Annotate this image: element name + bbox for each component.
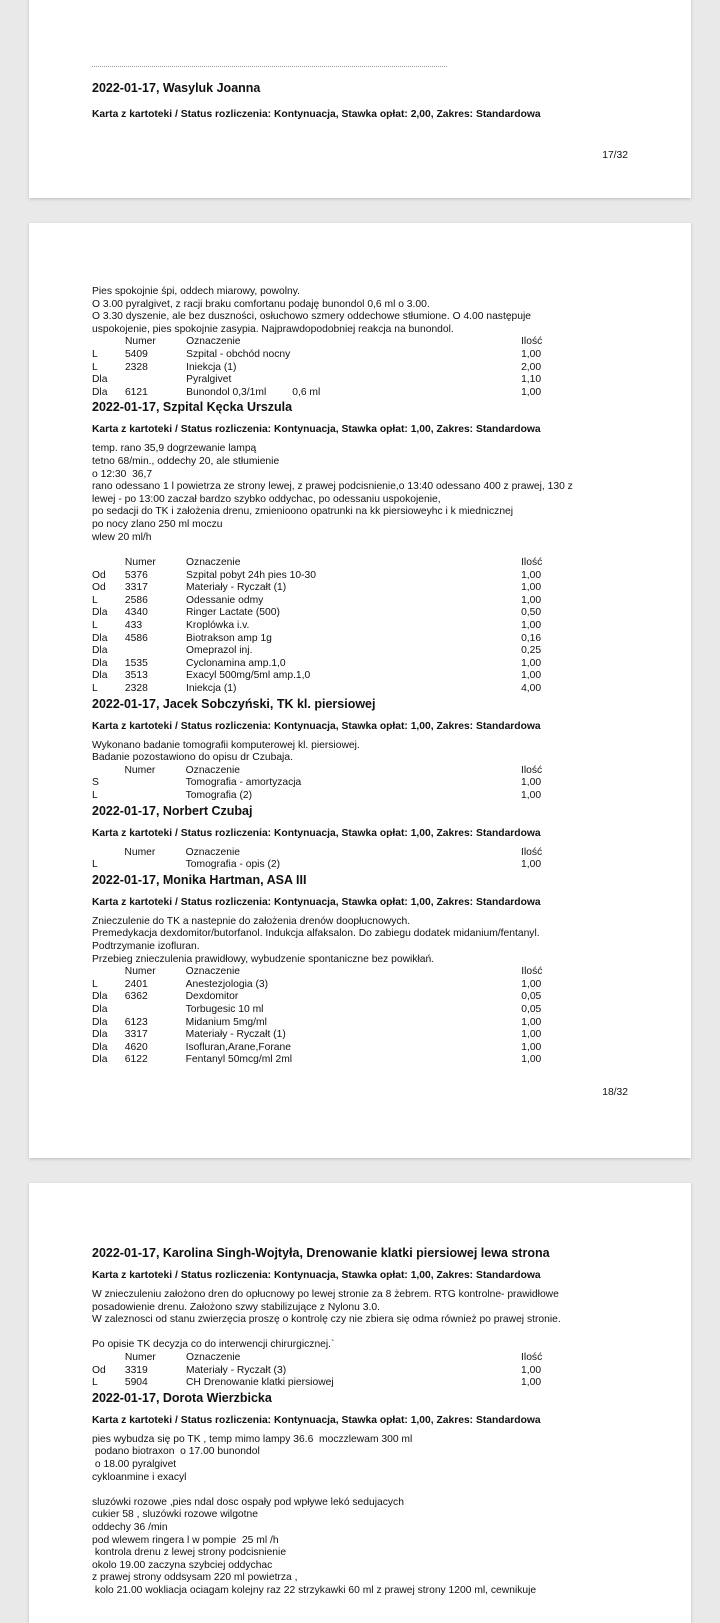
cell-typ: L: [92, 859, 98, 871]
cell-ilosc: 1,00: [521, 859, 542, 871]
header-ilosc: Ilość: [521, 846, 543, 858]
cell-numer: 4340: [124, 607, 148, 619]
table-row: [92, 859, 560, 872]
entry-status: Karta z kartoteki / Status rozliczenia: Kontynuacja, Stawka opłat: 1,00, Zakres: Standardowa: [92, 720, 541, 732]
cell-oznaczenie: Iniekcja (1): [186, 361, 237, 373]
table-row: [92, 991, 560, 1004]
cell-typ: L: [92, 790, 98, 801]
table-header-row: [92, 557, 560, 570]
cell-typ: S: [92, 777, 99, 789]
cell-ilosc: 1,00: [521, 1377, 542, 1389]
cell-numer: 2586: [124, 594, 148, 606]
cell-ilosc: 0,50: [521, 607, 542, 619]
table-header-row: [92, 765, 560, 778]
cell-oznaczenie: Dexdomitor: [185, 991, 239, 1003]
cell-typ: Od: [92, 582, 106, 594]
cell-numer: [125, 1004, 186, 1017]
entry-notes: Wykonano badanie tomografii komputerowej kl. piersiowej. Badanie pozostawiono do opisu dr Czubaja.: [92, 739, 360, 764]
cell-ilosc: 1,10: [521, 374, 542, 386]
cell-numer: 1535: [124, 657, 148, 669]
items-table: [92, 557, 560, 696]
cell-typ: L: [92, 683, 98, 695]
cell-oznaczenie: Iniekcja (1): [186, 683, 237, 695]
entry-status: Karta z kartoteki / Status rozliczenia: Kontynuacja, Stawka opłat: 1,00, Zakres: Standardowa: [92, 827, 541, 839]
page-number: 17/32: [602, 150, 628, 161]
cell-oznaczenie: CH Drenowanie klatki piersiowej: [186, 1377, 334, 1389]
clipped-text-line: [92, 66, 447, 67]
header-numer: Numer: [124, 846, 156, 858]
cell-oznaczenie: Tomografia - amortyzacja: [185, 777, 302, 789]
header-oznaczenie: Oznaczenie: [185, 764, 241, 776]
cell-oznaczenie: Kroplówka i.v.: [186, 620, 250, 632]
table-row: [92, 1017, 560, 1030]
table-row: [92, 582, 560, 595]
header-ilosc: Ilość: [521, 764, 543, 776]
header-oznaczenie: Oznaczenie: [185, 966, 241, 978]
table-row: [92, 620, 560, 633]
cell-numer: 5409: [124, 348, 148, 360]
cell-ilosc: 1,00: [521, 582, 542, 594]
cell-oznaczenie: Pyralgivet: [186, 374, 232, 386]
cell-ilosc: 1,00: [521, 1016, 542, 1028]
entry-notes: W znieczuleniu założono dren do opłucnowy po lewej stronie za 8 żebrem. RTG kontrolne- prawidłowe posadowienie drenu. Założono szwy stabilizujące z Nylonu 3.0. W zaleznosci od stanu zwierzęcia proszę o kontrolę czy nie zbiera się odma również po prawej stronie. Po opisie TK decyzja co do interwencji chirurgicznej.`: [92, 1289, 561, 1351]
cell-typ: Dla: [92, 1041, 108, 1053]
cell-numer: 2328: [124, 683, 148, 695]
cell-ilosc: 0,05: [521, 1003, 542, 1015]
cell-oznaczenie: Fentanyl 50mcg/ml 2ml: [185, 1054, 293, 1066]
table-row: [92, 790, 560, 803]
cell-ilosc: 1,00: [521, 1029, 542, 1041]
table-header-row: [92, 966, 560, 979]
header-numer: Numer: [124, 336, 156, 348]
header-numer: Numer: [124, 764, 156, 776]
cell-numer: [124, 790, 185, 803]
table-row: [92, 1004, 560, 1017]
cell-ilosc: 1,00: [521, 790, 542, 801]
cell-numer: 4620: [124, 1041, 148, 1053]
cell-typ: L: [92, 361, 98, 373]
table-row: [92, 1029, 560, 1042]
items-table: [92, 765, 560, 803]
table-row: [92, 387, 560, 400]
cell-numer: [125, 645, 186, 658]
table-row: [92, 777, 560, 790]
header-oznaczenie: Oznaczenie: [185, 846, 241, 858]
table-row: [92, 658, 560, 671]
table-row: [92, 1042, 560, 1055]
entry-status: Karta z kartoteki / Status rozliczenia: Kontynuacja, Stawka opłat: 2,00, Zakres: Standardowa: [92, 109, 541, 120]
cell-typ: Dla: [92, 1029, 108, 1041]
cell-ilosc: 1,00: [521, 1041, 542, 1053]
table-row: [92, 607, 560, 620]
items-table: [92, 966, 560, 1067]
cell-oznaczenie: Cyclonamina amp.1,0: [186, 657, 286, 669]
table-row: [92, 670, 560, 683]
table-row: [92, 595, 560, 608]
table-row: [92, 1377, 560, 1390]
entry-title: 2022-01-17, Norbert Czubaj: [92, 803, 253, 818]
cell-typ: Dla: [92, 657, 108, 669]
cell-oznaczenie: Materiały - Ryczałt (1): [185, 1029, 286, 1041]
header-ilosc: Ilość: [521, 557, 543, 569]
document-page-17: [29, 0, 691, 198]
cell-numer: [125, 374, 186, 387]
entry-status: Karta z kartoteki / Status rozliczenia: Kontynuacja, Stawka opłat: 1,00, Zakres: Standardowa: [92, 896, 541, 908]
table-row: [92, 683, 560, 696]
entry-notes: Pies spokojnie śpi, oddech miarowy, powolny. O 3.00 pyralgivet, z racji braku comfortanu podaję bunondol 0,6 ml o 3.00. O 3.30 dyszenie, ale bez duszności, osłuchowo szmery oddechowe stłumione. O 4.00 następuje uspokojenie, pies spokojnie zasypia. Najprawdopodobniej reakcja na bunondol.: [92, 286, 532, 335]
cell-ilosc: 1,00: [521, 978, 542, 990]
cell-ilosc: 4,00: [521, 683, 542, 695]
cell-ilosc: 1,00: [521, 620, 542, 632]
cell-typ: Od: [92, 1364, 106, 1376]
items-table: [92, 847, 560, 872]
cell-typ: Dla: [92, 1016, 108, 1028]
cell-oznaczenie: Isofluran,Arane,Forane: [185, 1041, 291, 1053]
items-table: [92, 1352, 560, 1390]
cell-numer: 2328: [124, 361, 148, 373]
entry-title: 2022-01-17, Dorota Wierzbicka: [92, 1390, 272, 1405]
cell-numer: 433: [124, 620, 143, 632]
cell-numer: 3317: [124, 582, 148, 594]
cell-oznaczenie: Odessanie odmy: [186, 594, 264, 606]
cell-oznaczenie: Tomografia - opis (2): [185, 859, 281, 871]
cell-numer: 6121: [124, 386, 148, 398]
cell-numer: 5904: [124, 1377, 148, 1389]
table-row: [92, 645, 560, 658]
header-ilosc: Ilość: [521, 966, 543, 978]
cell-typ: L: [92, 1377, 98, 1389]
table-header-row: [92, 1352, 560, 1365]
cell-typ: Dla: [92, 374, 108, 386]
header-ilosc: Ilość: [521, 1351, 543, 1363]
cell-typ: Dla: [92, 1003, 108, 1015]
cell-numer: 2401: [124, 978, 148, 990]
cell-typ: Dla: [92, 670, 108, 682]
header-oznaczenie: Oznaczenie: [186, 336, 241, 348]
table-header-row: [92, 336, 560, 349]
cell-ilosc: 1,00: [521, 569, 542, 581]
cell-ilosc: 0,25: [521, 645, 542, 657]
table-row: [92, 633, 560, 646]
cell-ilosc: 1,00: [521, 348, 542, 360]
cell-typ: L: [92, 620, 98, 632]
cell-numer: 3319: [124, 1364, 148, 1376]
items-table: [92, 336, 560, 399]
cell-oznaczenie: Materiały - Ryczałt (1): [186, 582, 287, 594]
page-number: 18/32: [602, 1087, 628, 1098]
table-row: [92, 570, 560, 583]
cell-oznaczenie: Midanium 5mg/ml: [185, 1016, 267, 1028]
cell-ilosc: 1,00: [521, 1054, 542, 1066]
cell-typ: L: [92, 978, 98, 990]
cell-oznaczenie: Szpital - obchód nocny: [186, 348, 291, 360]
cell-oznaczenie: Anestezjologia (3): [185, 978, 269, 990]
cell-ilosc: 1,00: [521, 777, 542, 789]
entry-notes: pies wybudza się po TK , temp mimo lampy 36.6 moczzlewam 300 ml podano biotraxon o 17.00 bunondol o 18.00 pyralgivet cykloanmine i exacyl sluzówki rozowe ,pies ndal dosc ospały pod wpływe lekó sedujacych cukier 58 , sluzówki rozowe wilgotne oddechy 36 /min pod wlewem ringera l w pompie 25 ml /h kontrola drenu z lewej strony podcisnienie okolo 19.00 zaczyna szybciej oddychac z prawej strony oddsysam 220 ml powietrza , kolo 21.00 wokliacja ociagam kolejny raz 22 strzykawki 60 ml z prawej strony 1200 ml, cewnikuje: [92, 1433, 537, 1596]
cell-oznaczenie: Tomografia (2): [185, 790, 253, 801]
cell-numer: 6362: [124, 991, 148, 1003]
cell-numer: 6122: [124, 1054, 148, 1066]
item-name: Bunondol 0,3/1ml: [186, 386, 267, 398]
cell-oznaczenie: Torbugesic 10 ml: [185, 1003, 264, 1015]
cell-ilosc: 1,00: [521, 1364, 542, 1376]
cell-numer: 3513: [124, 670, 148, 682]
cell-oznaczenie: Materiały - Ryczałt (3): [186, 1364, 287, 1376]
entry-title: 2022-01-17, Wasyluk Joanna: [92, 81, 261, 95]
entry-status: Karta z kartoteki / Status rozliczenia: Kontynuacja, Stawka opłat: 1,00, Zakres: Standardowa: [92, 1270, 541, 1281]
table-row: [92, 1365, 560, 1378]
cell-numer: [124, 859, 185, 872]
cell-typ: Dla: [92, 645, 108, 657]
cell-oznaczenie: Biotrakson amp 1g: [186, 632, 272, 644]
cell-typ: L: [92, 594, 98, 606]
cell-numer: 3317: [124, 1029, 148, 1041]
cell-numer: 6123: [124, 1016, 148, 1028]
table-header-row: [92, 847, 560, 860]
header-numer: Numer: [124, 557, 156, 569]
cell-ilosc: 1,00: [521, 594, 542, 606]
cell-numer: 4586: [124, 632, 148, 644]
header-oznaczenie: Oznaczenie: [186, 1351, 241, 1363]
cell-ilosc: 2,00: [521, 361, 542, 373]
cell-oznaczenie: Omeprazol inj.: [186, 645, 253, 657]
entry-title: 2022-01-17, Karolina Singh-Wojtyła, Drenowanie klatki piersiowej lewa strona: [92, 1246, 550, 1260]
table-row: [92, 362, 560, 375]
cell-typ: L: [92, 348, 98, 360]
table-row: [92, 979, 560, 992]
cell-oznaczenie: [186, 387, 521, 400]
entry-title: 2022-01-17, Monika Hartman, ASA III: [92, 872, 307, 887]
entry-title: 2022-01-17, Szpital Kęcka Urszula: [92, 400, 293, 415]
item-dose: 0,6 ml: [292, 386, 321, 398]
cell-ilosc: 1,00: [521, 657, 542, 669]
cell-typ: Dla: [92, 991, 108, 1003]
cell-ilosc: 0,16: [521, 632, 542, 644]
cell-ilosc: 1,00: [521, 670, 542, 682]
document-page-18: [29, 223, 691, 1158]
table-row: [92, 374, 560, 387]
entry-notes: Znieczulenie do TK a nastepnie do założenia drenów doopłucnowych. Premedykacja dexdomitor/butorfanol. Indukcja alfaksalon. Do zabiegu dodatek midanium/fentanyl. Podtrzymanie izofluran. Przebieg znieczulenia prawidłowy, wybudzenie spontaniczne bez powikłań.: [92, 915, 540, 965]
cell-oznaczenie: Exacyl 500mg/5ml amp.1,0: [186, 670, 311, 682]
cell-typ: Dla: [92, 1054, 108, 1066]
cell-typ: Dla: [92, 632, 108, 644]
cell-typ: Dla: [92, 386, 108, 398]
entry-title: 2022-01-17, Jacek Sobczyński, TK kl. piersiowej: [92, 696, 376, 711]
table-row: [92, 349, 560, 362]
header-oznaczenie: Oznaczenie: [186, 557, 241, 569]
header-ilosc: Ilość: [521, 336, 543, 348]
entry-status: Karta z kartoteki / Status rozliczenia: Kontynuacja, Stawka opłat: 1,00, Zakres: Standardowa: [92, 1414, 541, 1426]
document-page-19: [29, 1183, 691, 1623]
cell-numer: 5376: [124, 569, 148, 581]
cell-oznaczenie: Ringer Lactate (500): [186, 607, 280, 619]
cell-typ: Od: [92, 569, 106, 581]
cell-oznaczenie: Szpital pobyt 24h pies 10-30: [186, 569, 316, 581]
cell-ilosc: 0,05: [521, 991, 542, 1003]
table-row: [92, 1054, 560, 1067]
entry-notes: temp. rano 35,9 dogrzewanie lampą tetno 68/min., oddechy 20, ale stłumienie o 12:30 36,7 rano odessano 1 l powietrza ze strony lewej, z prawej podcisnienie,o 13:40 odessano 400 z prawej, 130 z lewej - po 13:00 zaczał bardzo szybko oddychac, po odessaniu uspokojenie, po sedacji do TK i założenia drenu, zmienioono opatrunki na kk piersioweyhc i k miednicznej po nocy zlano 250 ml moczu wlew 20 ml/h: [92, 443, 573, 543]
header-numer: Numer: [124, 966, 156, 978]
header-numer: Numer: [124, 1351, 156, 1363]
cell-ilosc: 1,00: [521, 386, 542, 398]
cell-numer: [124, 777, 185, 790]
cell-typ: Dla: [92, 607, 108, 619]
entry-status: Karta z kartoteki / Status rozliczenia: Kontynuacja, Stawka opłat: 1,00, Zakres: Standardowa: [92, 424, 541, 436]
